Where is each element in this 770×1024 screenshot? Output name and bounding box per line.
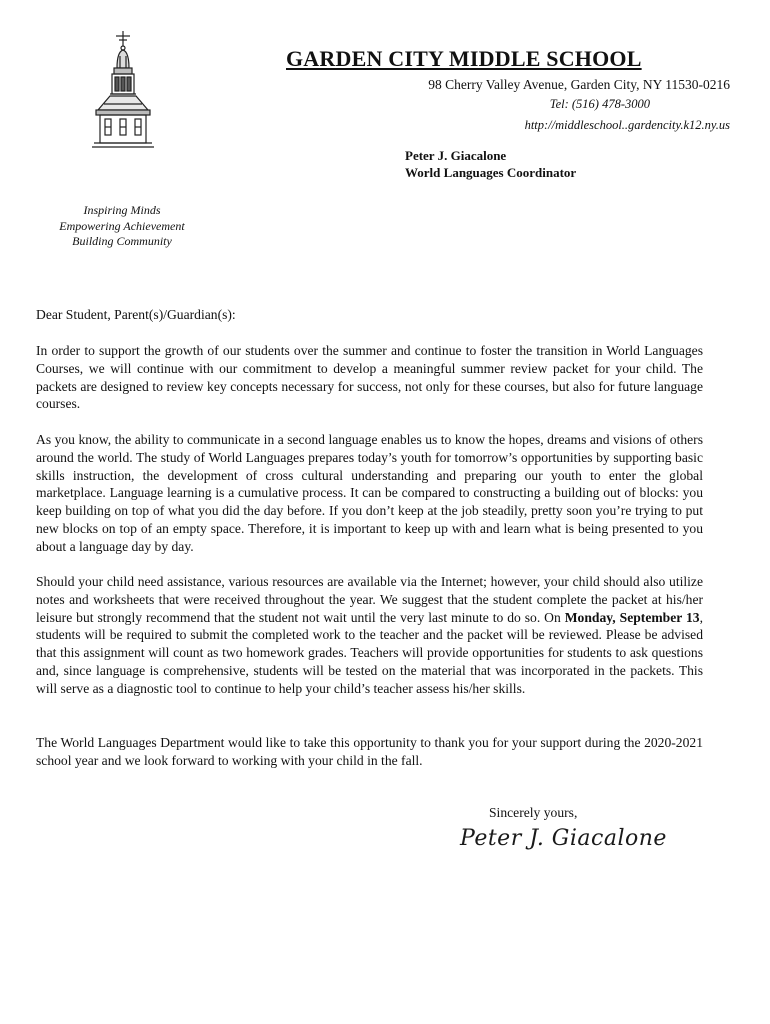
school-address: 98 Cherry Valley Avenue, Garden City, NY 11530-0216 [428, 77, 730, 92]
paragraph-2-text: As you know, the ability to communicate in a second language enables us to know the hopes, dreams and visions of others around the world. The study of World Languages prepares today’s youth for tomorrow’s opportunities by supporting basic skills instruction, the development of cross cultural understanding and preparing our youth to enter the global marketplace. Language learning is a cumulative process. It can be compared to constructing a building out of blocks: you keep building on top of what you did the day before. If you don’t keep at the job steadily, pretty soon you’re trying to put new blocks on top of an empty space. Therefore, it is important to keep up with and learn what is being presented to you about a language day by day. [36, 432, 703, 554]
letter-paragraph-4 [36, 734, 703, 770]
school-website: http://middleschool..gardencity.k12.ny.us [524, 118, 730, 132]
letter-paragraph-2 [36, 431, 703, 556]
letter-closing: Sincerely yours, [489, 805, 578, 820]
paragraph-3-after: , students will be required to submit the completed work to the teacher and the packet will be reviewed. Please be advised that this assignment will count as two homework grades. Teachers will provide opportunities for students to ask questions and, since language is comprehensive, students will be tested on the material that was incorporated in the packets. This will serve as a diagnostic tool to continue to help your child’s teacher assess his/her skills. [36, 609, 703, 696]
letter-salutation: Dear Student, Parent(s)/Guardian(s): [36, 307, 236, 322]
submission-date: Monday, September 13 [564, 609, 700, 625]
letter-paragraph-3 [36, 573, 703, 698]
motto-line-2: Empowering Achievement [59, 218, 185, 233]
motto-line-3: Building Community [72, 234, 172, 248]
school-motto [40, 203, 204, 250]
letter-paragraph-1 [36, 342, 703, 413]
motto-line-1: Inspiring Minds [83, 203, 161, 217]
coordinator-name: Peter J. Giacalone [405, 148, 507, 163]
coordinator-block [405, 147, 576, 181]
paragraph-1-text: In order to support the growth of our students over the summer and continue to foster the transition in World Languages Courses, we will continue with our commitment to develop a meaningful summer review packet for your child. The packets are designed to review key concepts necessary for success, not only for these courses, but also for future language courses. [36, 343, 703, 412]
school-tower-logo-icon [88, 30, 158, 148]
paragraph-3-text [36, 573, 703, 698]
paragraph-4-text: The World Languages Department would like to take this opportunity to thank you for your support during the 2020-2021 school year and we look forward to working with your child in the fall. [36, 735, 703, 768]
handwritten-signature: Peter J. Giacalone [460, 826, 667, 851]
paragraph-3-before: Should your child need assistance, various resources are available via the Internet; however, your child should also utilize notes and worksheets that were received throughout the year. We suggest that the student complete the packet at his/her leisure but strongly recommend that the student not wait until the very last minute to do so. On [36, 574, 703, 625]
school-name-heading: GARDEN CITY MIDDLE SCHOOL [286, 46, 642, 71]
school-phone: Tel: (516) 478-3000 [549, 97, 650, 111]
coordinator-title: World Languages Coordinator [405, 165, 577, 180]
